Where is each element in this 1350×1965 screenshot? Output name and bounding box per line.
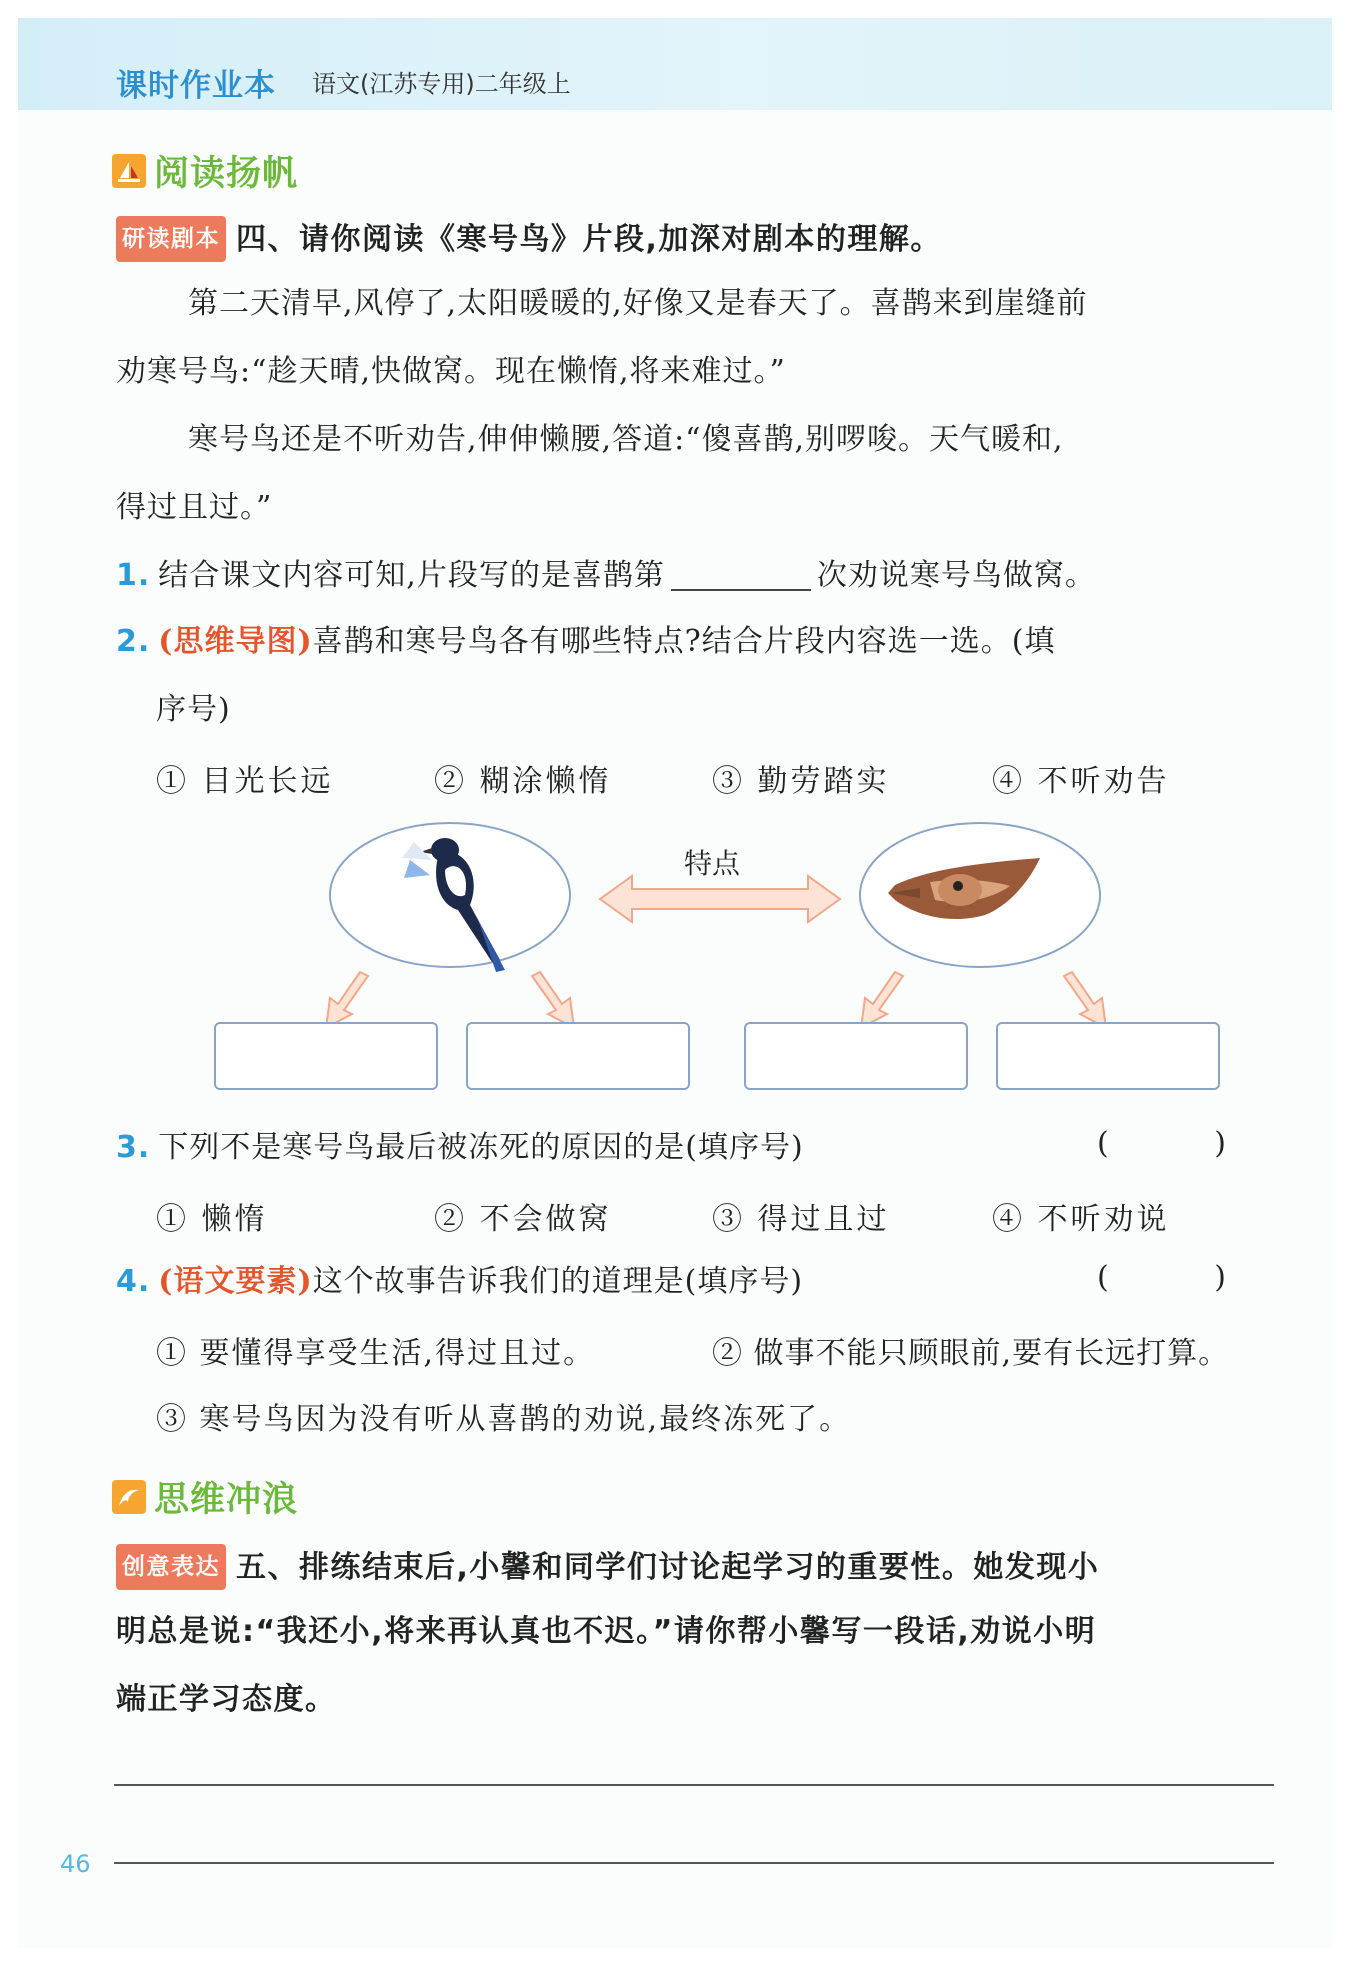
option: ② 做事不能只顾眼前,要有长远打算。 [712,1336,1230,1371]
question-tag: 创意表达 [116,1544,226,1590]
question-text: 五、排练结束后,小馨和同学们讨论起学习的重要性。她发现小 [236,1550,1100,1585]
section-title: 思维冲浪 [154,1480,299,1520]
option: ④ 不听劝告 [992,764,1170,799]
question-number: 3. [116,1130,151,1165]
question-number: 1. [116,558,151,593]
option: ④ 不听劝说 [992,1202,1170,1237]
arrow-down-icon [532,972,574,1028]
question-tag: 研读剧本 [116,216,226,262]
question-text: 这个故事告诉我们的道理是(填序号) [312,1264,804,1299]
question-text: 端正学习态度。 [116,1682,337,1717]
answer-box-bird-2[interactable] [996,1022,1220,1090]
question-text: 序号) [156,692,231,727]
arrow-down-icon [326,972,368,1028]
book-title: 课时作业本 [116,68,276,104]
question-number: 2. [116,624,151,659]
question-number: 4. [116,1264,151,1299]
option: ③ 寒号鸟因为没有听从喜鹊的劝说,最终冻死了。 [156,1402,852,1437]
answer-box-magpie-2[interactable] [466,1022,690,1090]
wave-icon [112,1480,146,1514]
question-text: 明总是说:“我还小,将来再认真也不迟。”请你帮小馨写一段话,劝说小明 [116,1614,1097,1649]
double-arrow [600,876,840,922]
arrow-down-icon [1064,972,1106,1028]
option: ① 要懂得享受生活,得过且过。 [156,1336,596,1371]
question-heading-text: 四、请你阅读《寒号鸟》片段,加深对剧本的理解。 [236,222,942,257]
page-number: 46 [60,1850,91,1878]
option: ① 懒惰 [156,1202,268,1237]
option: ① 目光长远 [156,764,334,799]
question-text: 次劝说寒号鸟做窝。 [816,558,1096,593]
question-text: 结合课文内容可知,片段写的是喜鹊第 [158,558,665,593]
answer-box-bird-1[interactable] [744,1022,968,1090]
option: ② 糊涂懒惰 [434,764,612,799]
section-heading-thinking [112,1472,298,1522]
book-subtitle: 语文(江苏专用)二年级上 [312,70,571,98]
section-title: 阅读扬帆 [154,154,299,194]
answer-paren[interactable]: ( ) [1097,1126,1274,1161]
writing-line[interactable] [114,1784,1274,1786]
question-5 [116,1544,1276,1590]
question-text: 下列不是寒号鸟最后被冻死的原因的是(填序号) [158,1130,804,1165]
option: ③ 勤劳踏实 [712,764,890,799]
question-tag: (语文要素) [158,1264,313,1299]
passage-line: 得过且过。” [116,490,273,525]
passage-line: 劝寒号鸟:“趁天晴,快做窝。现在懒惰,将来难过。” [116,354,786,389]
option: ② 不会做窝 [434,1202,612,1237]
question-tag: (思维导图) [158,624,313,659]
answer-box-magpie-1[interactable] [214,1022,438,1090]
arrow-down-icon [861,972,903,1028]
answer-paren[interactable]: ( ) [1097,1260,1274,1295]
option: ③ 得过且过 [712,1202,890,1237]
diagram-label: 特点 [684,847,741,880]
passage-line: 第二天清早,风停了,太阳暖暖的,好像又是春天了。喜鹊来到崖缝前 [188,286,1088,321]
passage-line: 寒号鸟还是不听劝告,伸伸懒腰,答道:“傻喜鹊,别啰唆。天气暖和, [188,422,1064,457]
writing-line[interactable] [114,1862,1274,1864]
question-text: 喜鹊和寒号鸟各有哪些特点?结合片段内容选一选。(填 [312,624,1056,659]
